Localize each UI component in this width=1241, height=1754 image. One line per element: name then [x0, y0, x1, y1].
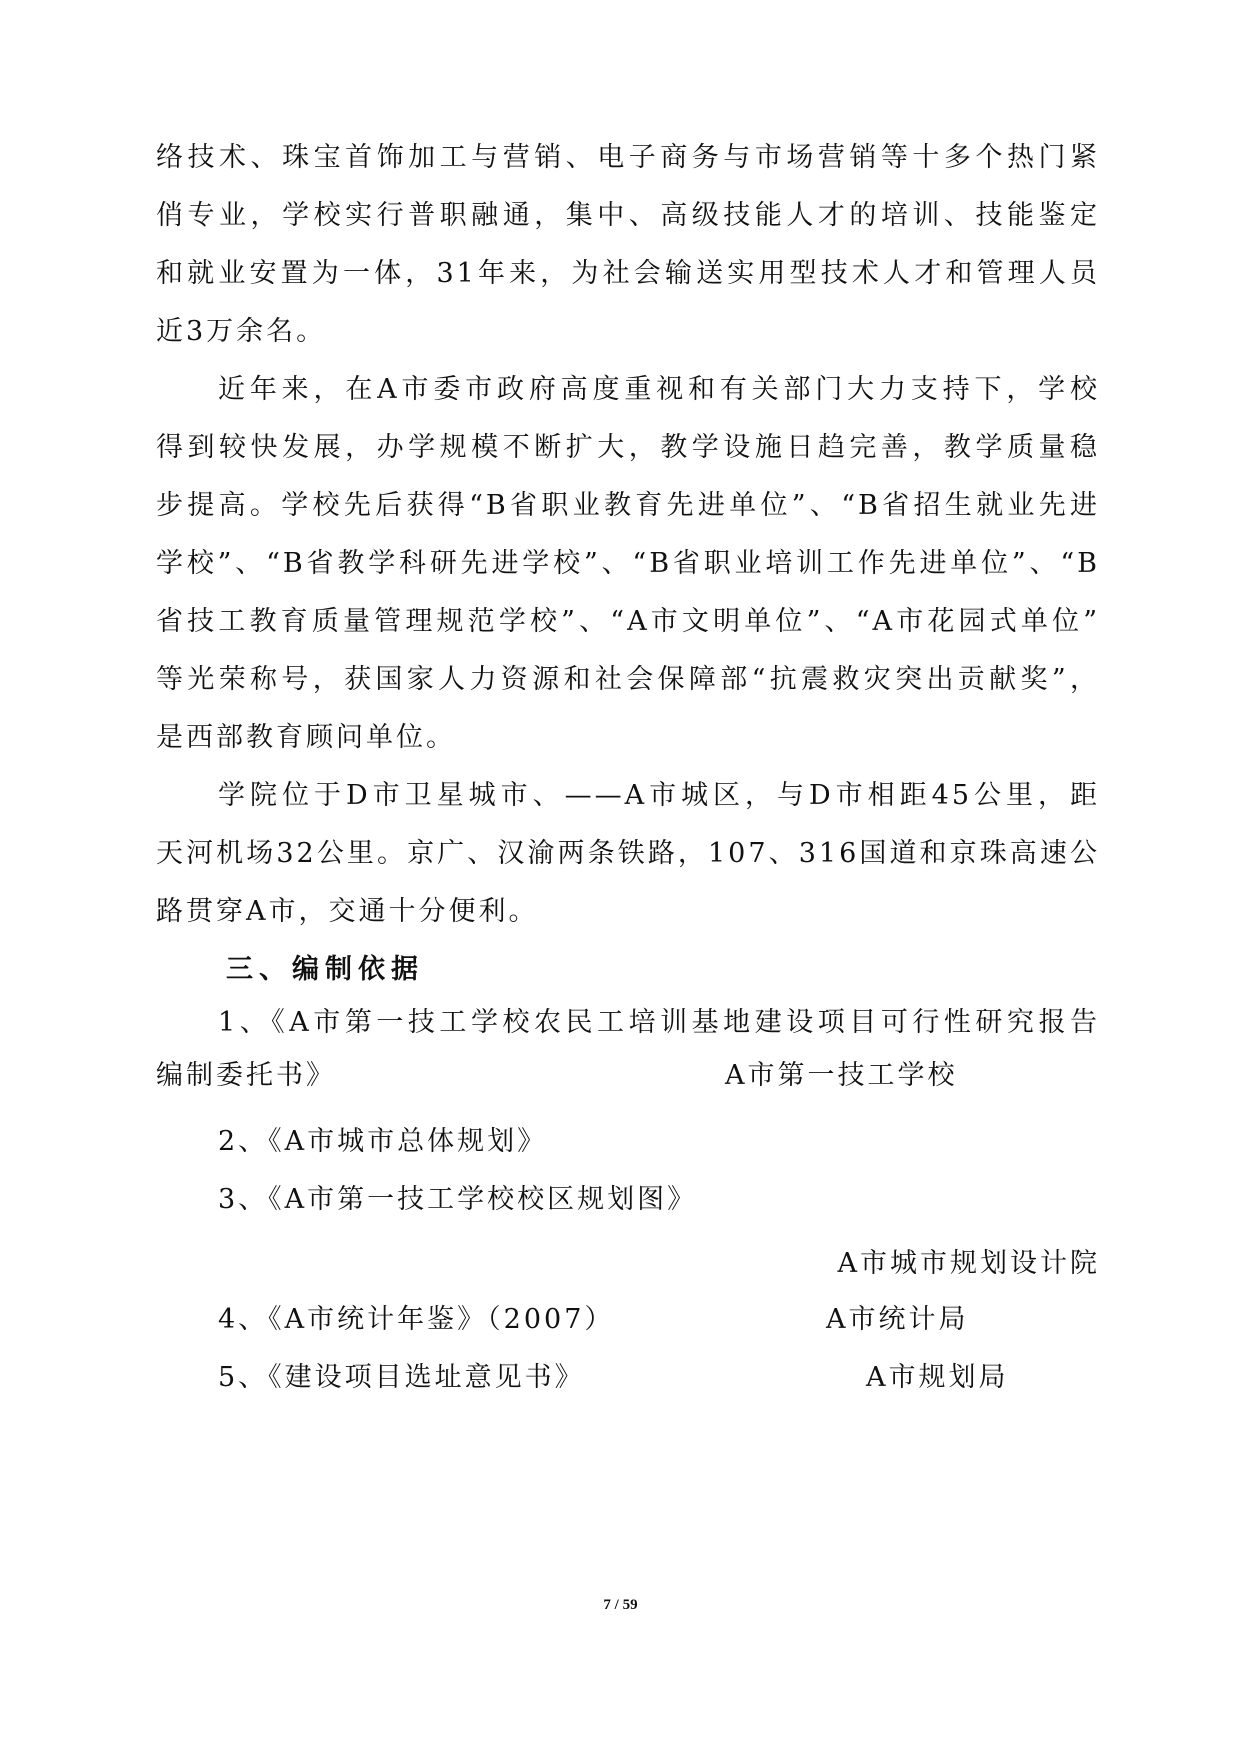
paragraph-3-line-1: 学院位于D市卫星城市、——A市城区，与D市相距45公里，距	[218, 780, 1100, 811]
basis-item-4-title: 4、《A市统计年鉴》（2007）	[218, 1304, 615, 1335]
paragraph-2-line-3: 步提高。学校先后获得“B省职业教育先进单位”、“B省招生就业先进	[156, 490, 1100, 521]
basis-item-5-source: A市规划局	[866, 1362, 1009, 1393]
page-number: 7 / 59	[603, 1597, 638, 1613]
paragraph-2-line-5: 省技工教育质量管理规范学校”、“A市文明单位”、“A市花园式单位”	[156, 606, 1100, 637]
paragraph-3-line-2: 天河机场32公里。京广、汉渝两条铁路，107、316国道和京珠高速公	[156, 838, 1100, 869]
basis-item-1-title: 1、《A市第一技工学校农民工培训基地建设项目可行性研究报告	[218, 1007, 1100, 1038]
paragraph-1-line-1: 络技术、珠宝首饰加工与营销、电子商务与市场营销等十多个热门紧	[156, 142, 1100, 173]
paragraph-2-line-6: 等光荣称号，获国家人力资源和社会保障部“抗震救灾突出贡献奖”，	[156, 664, 1100, 695]
paragraph-2-line-1: 近年来，在A市委市政府高度重视和有关部门大力支持下，学校	[218, 374, 1100, 405]
basis-item-2-title: 2、《A市城市总体规划》	[218, 1126, 548, 1157]
basis-item-1-title-cont: 编制委托书》	[156, 1060, 336, 1091]
basis-item-3-title: 3、《A市第一技工学校校区规划图》	[218, 1184, 698, 1215]
basis-item-4-source: A市统计局	[826, 1304, 969, 1335]
paragraph-2-line-7: 是西部教育顾问单位。	[156, 722, 456, 753]
basis-item-3-source: A市城市规划设计院	[837, 1248, 1100, 1279]
paragraph-3-line-3: 路贯穿A市，交通十分便利。	[156, 896, 539, 927]
basis-item-1-source: A市第一技工学校	[725, 1060, 958, 1091]
paragraph-1-line-3: 和就业安置为一体，31年来，为社会输送实用型技术人才和管理人员	[156, 258, 1100, 289]
basis-item-5-title: 5、《建设项目选址意见书》	[218, 1362, 585, 1393]
paragraph-1-line-2: 俏专业，学校实行普职融通，集中、高级技能人才的培训、技能鉴定	[156, 200, 1100, 231]
paragraph-2-line-2: 得到较快发展，办学规模不断扩大，教学设施日趋完善，教学质量稳	[156, 432, 1100, 463]
paragraph-2-line-4: 学校”、“B省教学科研先进学校”、“B省职业培训工作先进单位”、“B	[156, 548, 1100, 579]
paragraph-1-line-4: 近3万余名。	[156, 316, 327, 347]
section-heading: 三、编制依据	[226, 954, 424, 985]
